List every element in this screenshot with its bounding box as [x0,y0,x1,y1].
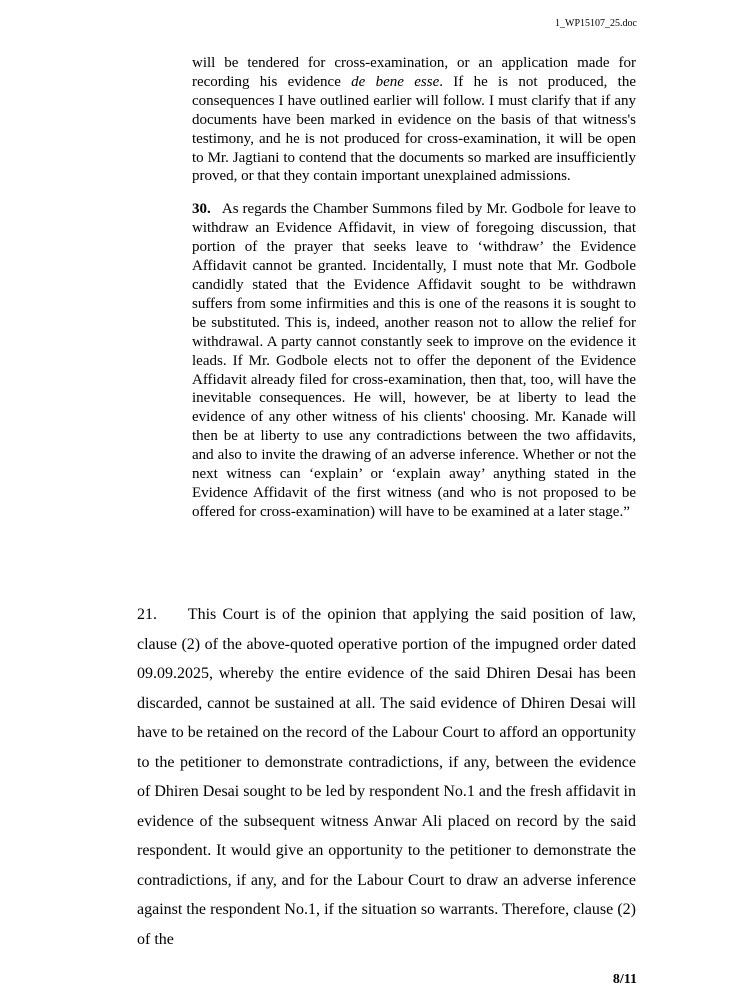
quoted-paragraph-text-start: will be tendered for cross-examination, or an application made for recording his evidence [192,55,636,90]
quoted-paragraph-text-end: . If he is not produced, the consequences I have outlined earlier will follow. I must clarify that if any documents have been marked in evidence on the basis of that witness's testimony, and he is not produced for cross-examination, it will be open to Mr. Jagtiani to contend that the documents so marked are insufficiently proved, or that they contain important unexplained admissions. [192,73,636,185]
quoted-paragraph-30 [192,200,636,521]
latin-phrase: de bene esse [351,73,440,90]
quoted-paragraph-continuation [192,54,636,186]
quoted-paragraph-30-text: As regards the Chamber Summons filed by Mr. Godbole for leave to withdraw an Evidence Affidavit, in view of foregoing discussion, that portion of the prayer that seeks leave to ‘withdraw’ the Evidence Affidavit cannot be granted. Incidentally, I must note that Mr. Godbole candidly stated that the Evidence Affidavit sought to be withdrawn suffers from some infirmities and this is one of the reasons it is sought to be substituted. This is, indeed, another reason not to allow the relief for withdrawal. A party cannot constantly seek to improve on the evidence it leads. If Mr. Godbole elects not to offer the deponent of the Evidence Affidavit already filed for cross-examination, then that, too, will have the inevitable consequences. He will, however, be at liberty to lead the evidence of any other witness of his clients' choosing. Mr. Kanade will then be at liberty to use any contradictions between the two affidavits, and also to invite the drawing of an adverse inference. Whether or not the next witness can ‘explain’ or ‘explain away’ anything stated in the Evidence Affidavit of the first witness (and who is not proposed to be offered for cross-examination) will have to be examined at a later stage.” [192,201,636,520]
paragraph-21 [137,600,636,954]
page-number: 8/11 [612,972,637,987]
paragraph-21-text: This Court is of the opinion that applying the said position of law, clause (2) of the above-quoted operative portion of the impugned order dated 09.09.2025, whereby the entire evidence of the said Dhiren Desai has been discarded, cannot be sustained at all. The said evidence of Dhiren Desai will have to be retained on the record of the Labour Court to afford an opportunity to the petitioner to demonstrate contradictions, if any, between the evidence of Dhiren Desai sought to be led by respondent No.1 and the fresh affidavit in evidence of the subsequent witness Anwar Ali placed on record by the said respondent. It would give an opportunity to the petitioner to demonstrate the contradictions, if any, and for the Labour Court to draw an adverse inference against the respondent No.1, if the situation so warrants. Therefore, clause (2) of the [137,606,636,948]
paragraph-21-number: 21. [137,606,157,623]
quoted-paragraph-number: 30. [192,201,211,218]
quoted-excerpt [192,54,636,522]
document-reference: 1_WP15107_25.doc [555,18,637,29]
